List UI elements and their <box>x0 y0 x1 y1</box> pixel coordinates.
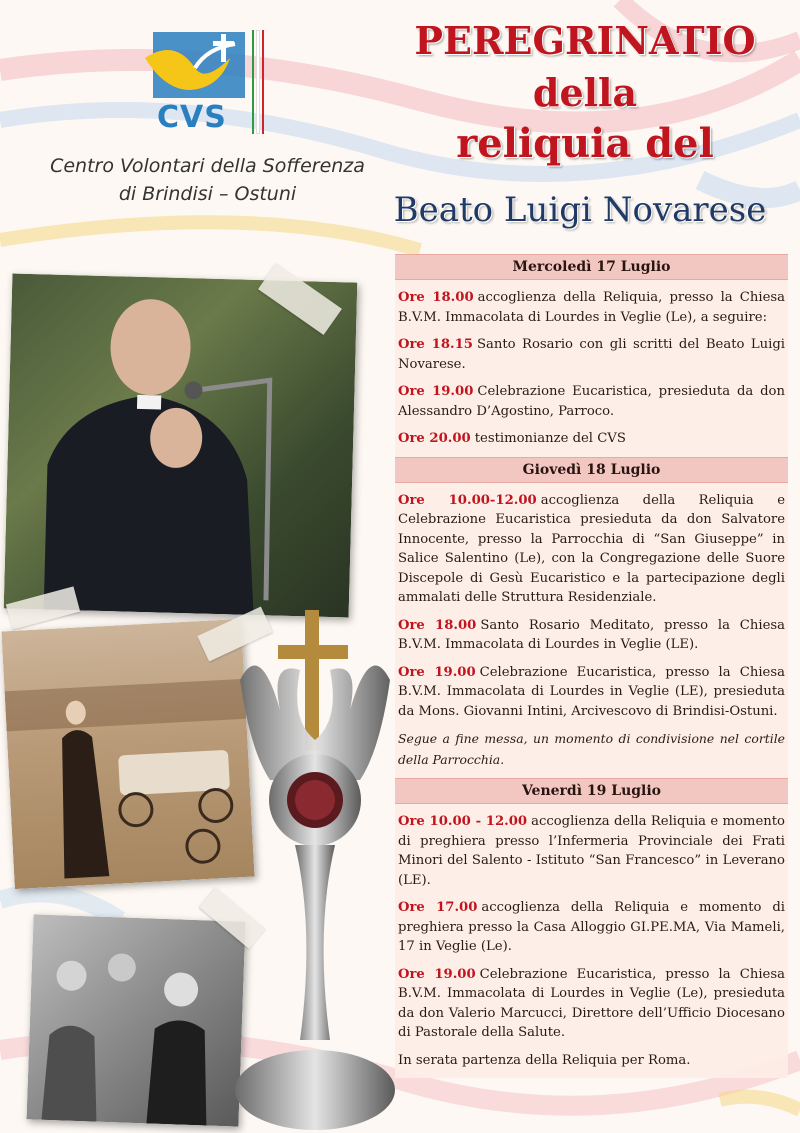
entry-text: accoglienza della Reliquia e Celebrazione Eucaristica presieduta da don Salvatore Innocente, presso la Parrocchia di “San Giuseppe” in Salice Salentino (Le), con la Congregazione delle Suore Discepole di Gesù Eucaristico e la partecipazione degli ammalati delle Struttura Residenziale. <box>398 492 786 605</box>
schedule-entry <box>398 616 785 655</box>
procession-illustration <box>1 619 254 889</box>
program-schedule <box>395 254 788 1078</box>
schedule-entry <box>398 335 785 374</box>
schedule-entry <box>398 663 785 722</box>
entry-time: Ore 17.00 <box>398 900 478 915</box>
italian-flag-stripes <box>252 30 264 134</box>
entry-text: Celebrazione Eucaristica, presso la Chiesa B.V.M. Immacolata di Lourdes in Veglie (Le), presieduta da don Valerio Marcucci, Direttore dell’Ufficio Diocesano di Pastorale della Salute. <box>398 966 785 1040</box>
schedule-entry <box>398 429 785 449</box>
title-line-3: reliquia del <box>456 120 714 167</box>
entry-text: accoglienza della Reliquia, presso la Chiesa B.V.M. Immacolata di Lourdes in Veglie (Le), a seguire: <box>398 290 786 325</box>
page-title <box>380 18 790 166</box>
entry-time: Ore 10.00 - 12.00 <box>398 814 528 829</box>
entry-time: Ore 18.00 <box>398 617 477 633</box>
logo-text: CVS <box>157 100 227 135</box>
page-subtitle: Beato Luigi Novarese <box>393 190 767 230</box>
entry-time: Ore 20.00 <box>398 431 471 446</box>
organization-name <box>0 152 415 208</box>
entry-text: accoglienza della Reliquia e momento di preghiera presso l’Infermeria Provinciale dei Frati Minori del Salento - Istituto “San Francesco” in Leverano (LE). <box>398 814 785 888</box>
title-line-2: della <box>532 70 638 115</box>
schedule-entry <box>398 812 785 890</box>
entry-time: Ore 18.00 <box>398 290 474 305</box>
entry-time: Ore 19.00 <box>398 384 474 399</box>
day-header: Mercoledì 17 Luglio <box>395 254 788 280</box>
organization-line-2: di Brindisi – Ostuni <box>118 183 297 205</box>
day-section <box>395 778 788 1078</box>
entry-text: accoglienza della Reliquia e momento di preghiera presso la Casa Alloggio GI.PE.MA, Via Mameli, 17 in Veglie (Le). <box>398 900 786 954</box>
entry-text: Santo Rosario con gli scritti del Beato Luigi Novarese. <box>398 337 785 372</box>
priest-figure-illustration <box>4 274 358 618</box>
entry-time: Ore 19.00 <box>398 966 476 982</box>
photo-priest-microphone <box>4 274 358 618</box>
day-body <box>395 483 788 779</box>
entry-time: Ore 10.00-12.00 <box>398 492 537 508</box>
organization-line-1: Centro Volontari della Sofferenza <box>50 155 365 177</box>
group-illustration <box>26 914 245 1126</box>
entry-text: Celebrazione Eucaristica, presso la Chiesa B.V.M. Immacolata di Lourdes in Veglie (LE), presieduta da Mons. Giovanni Intini, Arcivescovo di Brindisi-Ostuni. <box>398 664 785 719</box>
day-body <box>395 280 788 457</box>
day-header: Giovedì 18 Luglio <box>395 457 788 483</box>
schedule-entry <box>398 382 785 421</box>
schedule-note <box>398 729 785 770</box>
closing-text: In serata partenza della Reliquia per Roma. <box>398 1052 691 1068</box>
day-body <box>395 804 788 1078</box>
entry-text: Celebrazione Eucaristica, presieduta da don Alessandro D’Agostino, Parroco. <box>398 384 785 419</box>
title-line-1: PEREGRINATIO <box>414 18 756 63</box>
entry-time: Ore 19.00 <box>398 664 476 680</box>
photo-bw-group <box>26 914 245 1126</box>
photo-sepia-procession <box>1 619 254 889</box>
schedule-entry <box>398 491 785 608</box>
schedule-entry <box>398 288 785 327</box>
day-section <box>395 457 788 779</box>
day-section <box>395 254 788 457</box>
day-header: Venerdì 19 Luglio <box>395 778 788 804</box>
reliquary-illustration <box>220 600 410 1133</box>
schedule-entry <box>398 965 785 1043</box>
entry-time: Ore 18.15 <box>398 337 473 352</box>
entry-text: Santo Rosario Meditato, presso la Chiesa B.V.M. Immacolata di Lourdes in Veglie (LE). <box>398 617 785 652</box>
note-text: Segue a fine messa, un momento di condivisione nel cortile della Parrocchia. <box>398 731 785 767</box>
dove-cross-icon <box>135 28 255 108</box>
schedule-entry <box>398 898 785 957</box>
entry-text: testimonianze del CVS <box>474 431 626 446</box>
